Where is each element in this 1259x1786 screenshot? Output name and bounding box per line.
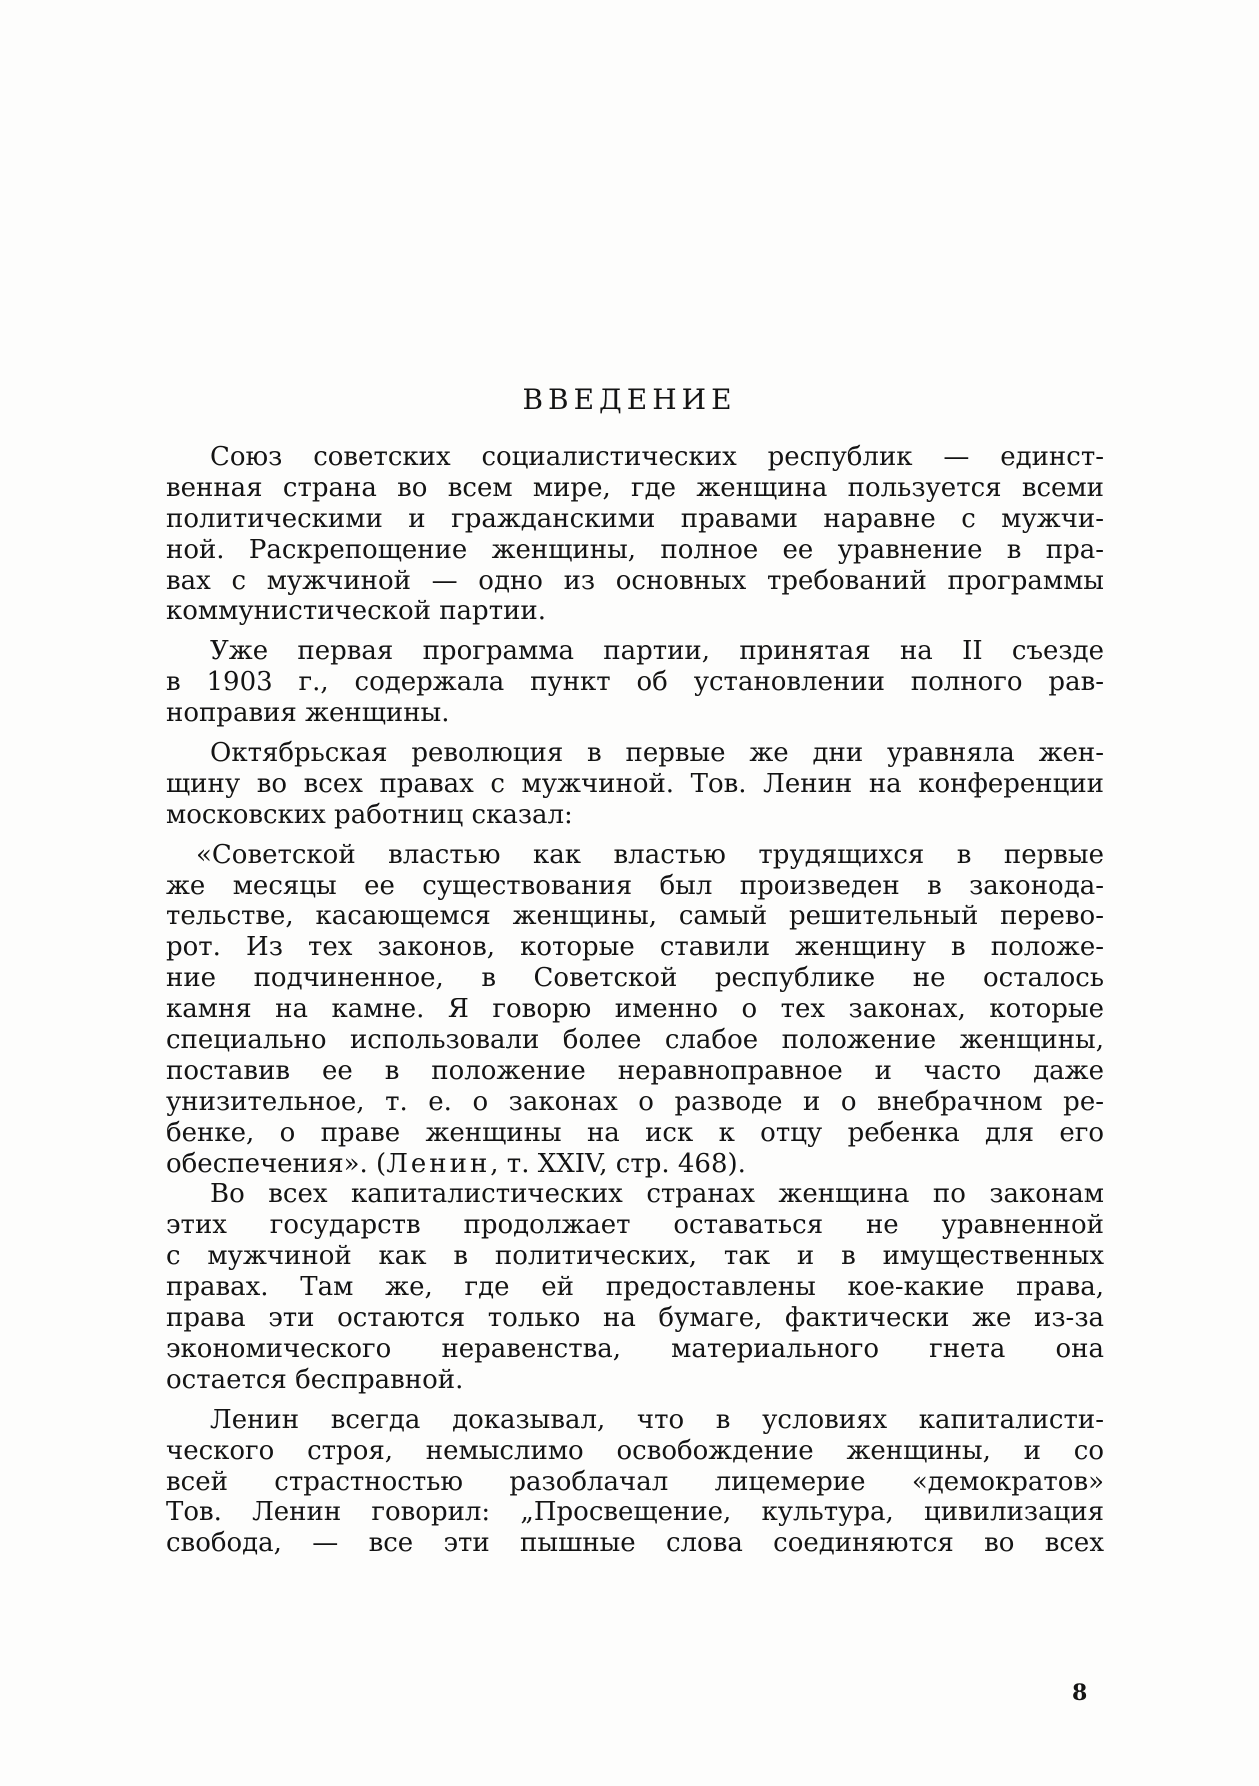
- quote-line: унизительное, т. е. о законах о разводе и о внебрачном ре-: [166, 1086, 1104, 1117]
- text-line: ной. Раскрепощение женщины, полное ее уравнение в пра-: [166, 534, 1104, 565]
- text-line: Уже первая программа партии, принятая на II съезде: [210, 636, 1104, 667]
- quote-line: камня на камне. Я говорю именно о тех законах, которые: [166, 994, 1104, 1025]
- quote-line: рот. Из тех законов, которые ставили женщину в положе-: [166, 932, 1104, 963]
- citation-reference: , т. XXIV, стр. 468).: [490, 1148, 746, 1179]
- text-line: экономического неравенства, материального гнета она: [166, 1333, 1104, 1364]
- text-line: свобода, — все эти пышные слова соединяются во всех: [166, 1528, 1104, 1559]
- text-line: всей страстностью разоблачал лицемерие «демократов»: [166, 1466, 1104, 1497]
- text-line: этих государств продолжает оставаться не уравненной: [166, 1210, 1104, 1241]
- text-line: в 1903 г., содержала пункт об установлении полного рав-: [166, 667, 1104, 698]
- text-line: с мужчиной как в политических, так и в имущественных: [166, 1241, 1104, 1272]
- text-line: венная страна во всем мире, где женщина пользуется всеми: [166, 472, 1104, 503]
- text-line: вах с мужчиной — одно из основных требований программы: [166, 565, 1104, 596]
- text-line: ческого строя, немыслимо освобождение женщины, и со: [166, 1435, 1104, 1466]
- text-line: щину во всех правах с мужчиной. Тов. Ленин на конференции: [166, 768, 1104, 799]
- text-line: политическими и гражданскими правами наравне с мужчи-: [166, 503, 1104, 534]
- text-line: московских работниц сказал:: [166, 799, 573, 830]
- text-line: Во всех капиталистических странах женщина по законам: [210, 1179, 1104, 1210]
- quote-line: «Советской властью как властью трудящихся в первые: [196, 839, 1104, 870]
- citation-author: Ленин: [386, 1148, 491, 1179]
- text-line: Ленин всегда доказывал, что в условиях капиталисти-: [210, 1404, 1104, 1435]
- text-line: правах. Там же, где ей предоставлены кое-какие права,: [166, 1272, 1104, 1303]
- quote-line: тельстве, касающемся женщины, самый решительный перево-: [166, 901, 1104, 932]
- quote-line: поставив ее в положение неравноправное и часто даже: [166, 1055, 1104, 1086]
- text-line: коммунистической партии.: [166, 596, 546, 627]
- text-line: ноправия женщины.: [166, 698, 450, 729]
- text-line: права эти остаются только на бумаге, фактически же из-за: [166, 1303, 1104, 1334]
- quote-line: ние подчиненное, в Советской республике не осталось: [166, 963, 1104, 994]
- page-number: 8: [1072, 1680, 1088, 1706]
- quote-line: специально использовали более слабое положение женщины,: [166, 1025, 1104, 1056]
- text-line: остается бесправной.: [166, 1364, 464, 1395]
- text-line: Союз советских социалистических республик — единст-: [210, 442, 1104, 472]
- quote-line: же месяцы ее существования был произведен в законода-: [166, 870, 1104, 901]
- text-line: Тов. Ленин говорил: „Просвещение, культура, цивилизация: [166, 1497, 1104, 1528]
- quote-line: бенке, о праве женщины на иск к отцу ребенка для его: [166, 1117, 1104, 1148]
- text-line: Октябрьская революция в первые же дни уравняла жен-: [210, 738, 1104, 769]
- quote-line-end: обеспечения».: [166, 1148, 368, 1179]
- quote-citation-line: обеспечения». (Ленин, т. XXIV, стр. 468).: [166, 1148, 746, 1179]
- chapter-title: ВВЕДЕНИЕ: [522, 383, 737, 416]
- body-text: [166, 442, 1104, 1559]
